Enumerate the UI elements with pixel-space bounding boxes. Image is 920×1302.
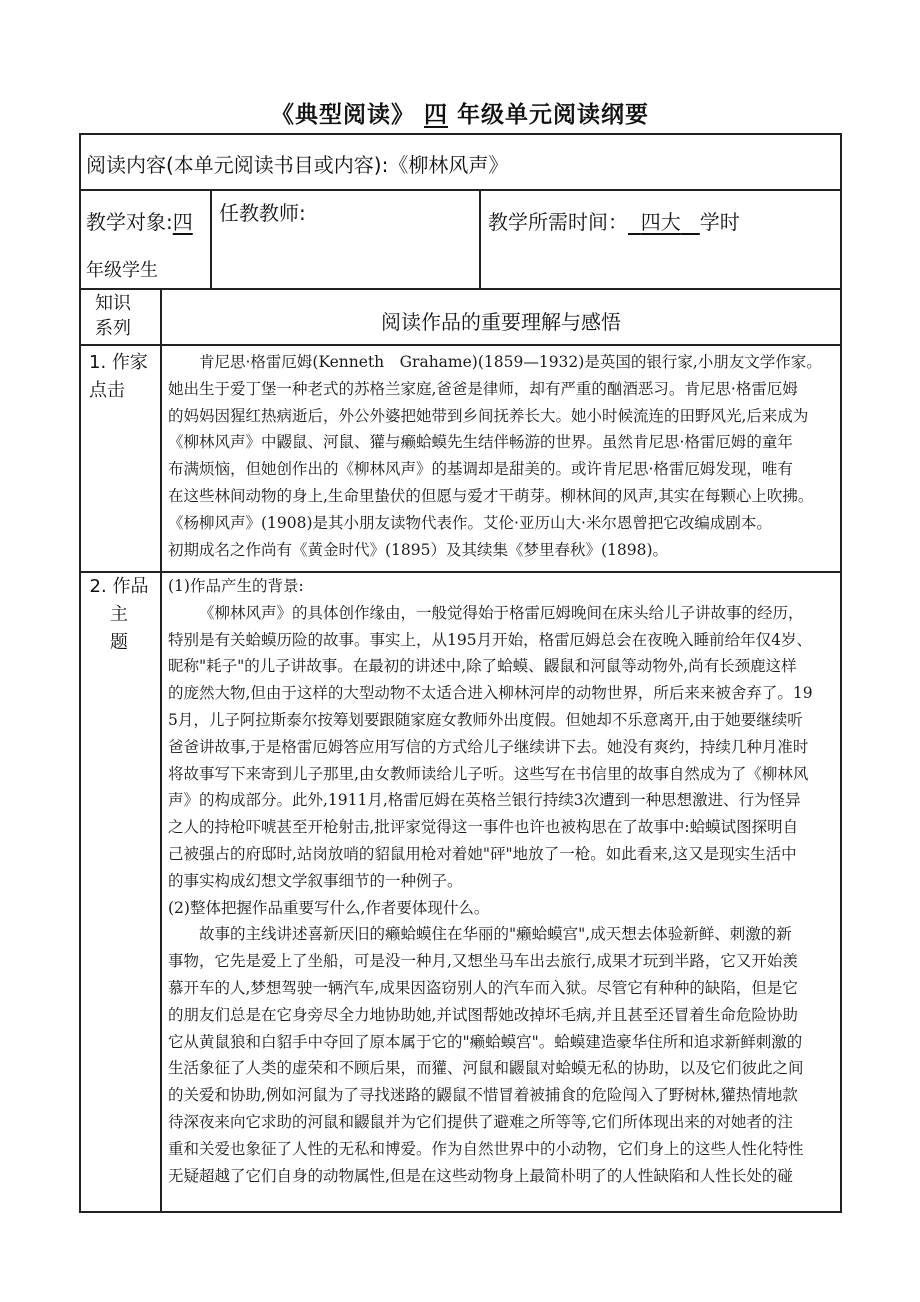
col-divider	[160, 288, 162, 1212]
section-label-author: 1. 作家 点击	[89, 352, 148, 401]
target-audience-line2: 年级学生	[86, 260, 158, 281]
target-grade: 四	[172, 210, 193, 234]
row-divider	[79, 288, 841, 290]
table-border-top	[79, 133, 841, 135]
table-border-right	[840, 133, 842, 1213]
knowledge-series-header: 知识 系列	[95, 293, 131, 339]
understanding-header: 阅读作品的重要理解与感悟	[381, 310, 621, 334]
teacher-label: 任教教师:	[219, 201, 306, 225]
target-audience: 教学对象:四	[86, 210, 193, 234]
table-border-bottom	[79, 1211, 841, 1213]
page-title: 《典型阅读》 四 年级单元阅读纲要	[270, 102, 650, 128]
time-value: 四大	[640, 210, 681, 234]
row-divider	[79, 189, 841, 191]
reading-content: 阅读内容(本单元阅读书目或内容):《柳林风声》	[86, 153, 509, 177]
teaching-time: 教学所需时间： 四大 学时	[488, 210, 740, 234]
author-paragraph: 肯尼思·格雷厄姆(Kenneth Grahame)(1859—1932)是英国的银行家,小朋友文学作家。 她出生于爱丁堡一种老式的苏格兰家庭,爸爸是律师，却有严重的酗酒恶习。肯尼思·格雷厄姆 的妈妈因猩红热病逝后，外公外婆把她带到乡间抚养长大。她小时候流连的田野风光,后来成为 《柳林风声》中鼹鼠、河鼠、獾与癞蛤蟆先生结伴畅游的世界。虽然肯尼思·格雷厄姆的童年 布满烦恼，但她创作出的《柳林风声》的基调却是甜美的。或许肯尼思·格雷厄姆发现，唯有 在这些林间动物的身上,生命里蛰伏的但愿与爱才干萌芽。柳林间的风声,其实在每颗心上吹拂。 《杨柳风声》(1908)是其小朋友读物代表作。艾伦·亚历山大·米尔恩曾把它改编成剧本。 初期成名之作尚有《黄金时代》(1895）及其续集《梦里春秋》(1898)。	[168, 353, 822, 559]
section-label-theme: 2. 作品 主 题	[89, 576, 149, 653]
col-divider	[479, 189, 481, 289]
theme-paragraph: (1)作品产生的背景: 《柳林风声》的具体创作缘由，一般觉得始于格雷厄姆晚间在床头给儿子讲故事的经历， 特别是有关蛤蟆历险的故事。事实上，从195月开始，格雷厄姆总会在夜晚入睡前给年仅4岁、 昵称"耗子"的儿子讲故事。在最初的讲述中,除了蛤蟆、鼹鼠和河鼠等动物外,尚有长颈鹿这样 的庞然大物,但由于这样的大型动物不太适合进入柳林河岸的动物世界，所后来来被舍弃了。19 5月，儿子阿拉斯泰尔按筹划要跟随家庭女教师外出度假。但她却不乐意离开,由于她要继续听 爸爸讲故事,于是格雷厄姆答应用写信的方式给儿子继续讲下去。她没有爽约，持续几种月准时 将故事写下来寄到儿子那里,由女教师读给儿子听。这些写在书信里的故事自然成为了《柳林风 声》的构成部分。此外,1911月,格雷厄姆在英格兰银行持续3次遭到一种思想激进、行为怪异 之人的持枪吓唬甚至开枪射击,批评家觉得这一事件也许也被构思在了故事中:蛤蟆试图探明自 己被强占的府邸时,站岗放哨的貂鼠用枪对着她"砰"地放了一枪。如此看来,这又是现实生活中 的事实构成幻想文学叙事细节的一种例子。 (2)整体把握作品重要写什么,作者要体现什么。 故事的主线讲述喜新厌旧的癞蛤蟆住在华丽的"癞蛤蟆宫",成天想去体验新鲜、刺激的新 事物，它先是爱上了坐船，可是没一种月,又想坐马车出去旅行,成果才玩到半路，它又开始羡 慕开车的人,梦想驾驶一辆汽车,成果因盗窃别人的汽车而入狱。尽管它有种种的缺陷，但是它 的朋友们总是在它身旁尽全力地协助她,并试图帮她改掉坏毛病,并且甚至还冒着生命危险协助 它从黄鼠狼和白貂手中夺回了原本属于它的"癞蛤蟆宫"。蛤蟆建造豪华住所和追求新鲜刺激的 生活象征了人类的虚荣和不顾后果，而獾、河鼠和鼹鼠对蛤蟆无私的协助，以及它们彼此之间 的关爱和协助,例如河鼠为了寻找迷路的鼹鼠不惜冒着被捕食的危险闯入了野树林,獾热情地款 待深夜来向它求助的河鼠和鼹鼠并为它们提供了避难之所等等,它们所体现出来的对她者的注 重和关爱也象征了人性的无私和博爱。作为自然世界中的小动物，它们身上的这些人性化特性 无疑超越了它们自身的动物属性,但是在这些动物身上最简朴明了的人性缺陷和人性长处的碰	[168, 577, 813, 1185]
col-divider	[210, 189, 212, 289]
grade-value: 四	[424, 102, 448, 128]
table-border-left	[79, 133, 81, 1213]
row-divider	[79, 344, 841, 346]
